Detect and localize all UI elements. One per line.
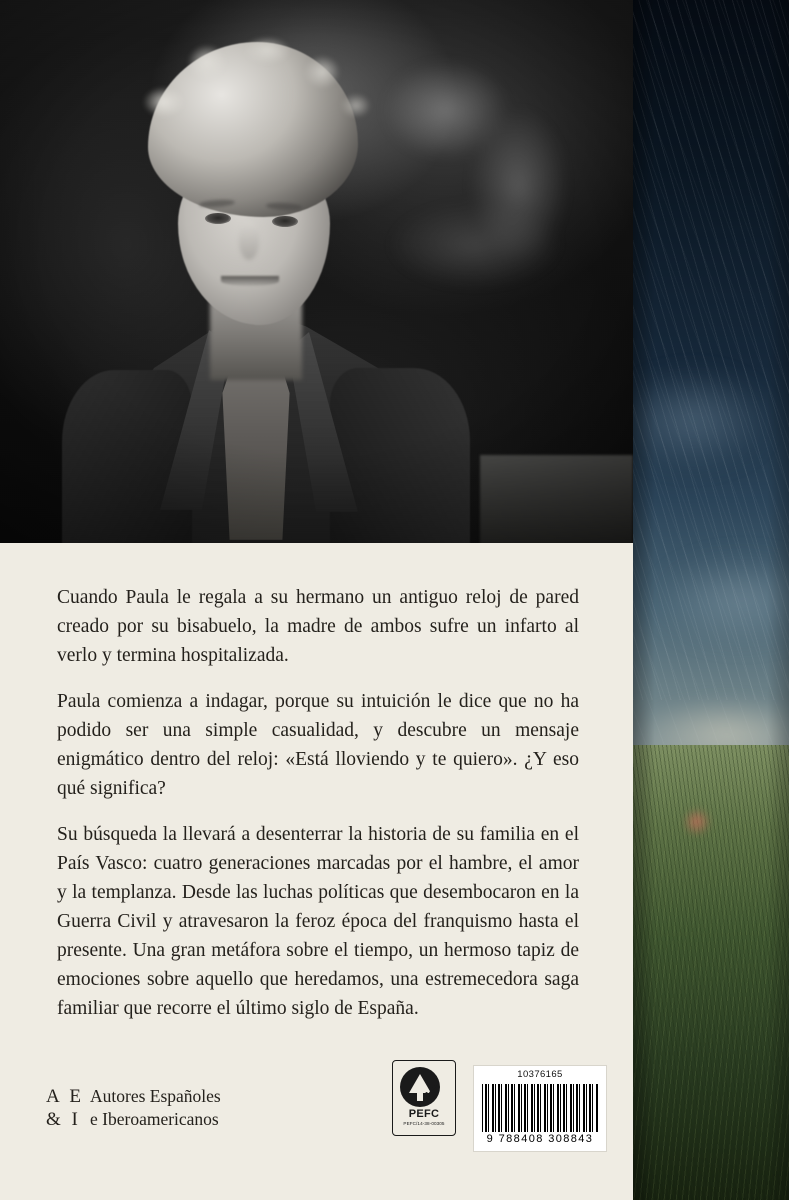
bottom-row (0, 1055, 633, 1185)
barcode-icon (482, 1084, 598, 1132)
blurb-paragraph-1: Cuando Paula le regala a su hermano un antiguo reloj de pared creado por su bisabuelo, la madre de ambos sufre un infarto al verlo y termina hospitalizada. (57, 587, 579, 666)
photo-mouth (221, 276, 279, 286)
pefc-label: PEFC (408, 1108, 440, 1120)
edge-vignette (633, 0, 789, 1200)
author-portrait-photo (0, 0, 633, 543)
photo-nose (239, 222, 259, 260)
barcode-top-number: 10376165 (517, 1069, 563, 1080)
publisher-monogram (46, 1085, 88, 1131)
publisher-name-line-1: Autores Españoles (90, 1086, 221, 1106)
publisher-monogram-line-1: A E (46, 1086, 85, 1107)
barcode-digits: 9 788408 308843 (486, 1133, 594, 1145)
pefc-tree-check-icon: ✓ (400, 1067, 446, 1107)
blurb-paragraph-3: Su búsqueda la llevará a desenterrar la historia de su familia en el País Vasco: cuatro generaciones marcadas por el hambre, el amor y la templanza. Desde las luchas políticas que desembocaron en la Guerra Civil y atravesaron la feroz época del franquismo hasta el presente. Una gran metáfora sobre el tiempo, un hermoso tapiz de emociones sobre aquello que heredamos, una estremecedora saga familiar que recorre el último siglo de España. (57, 824, 579, 1019)
photo-eye-right (272, 216, 298, 227)
front-cover-edge-strip (633, 0, 789, 1200)
blurb-paragraph-2: Paula comienza a indagar, porque su intuición le dice que no ha podido ser una simple casualidad, y descubre un mensaje enigmático dentro del reloj: «Está lloviendo y te quiero». ¿Y eso qué significa? (57, 691, 579, 799)
photo-hair-tufts (135, 36, 375, 156)
barcode (473, 1065, 607, 1152)
publisher-name (90, 1085, 221, 1131)
photo-bench (480, 455, 633, 543)
pefc-logo (392, 1060, 456, 1136)
photo-arm-right (330, 368, 470, 543)
publisher-name-line-2: e Iberoamericanos (90, 1109, 219, 1129)
blurb-text (57, 583, 579, 1040)
pefc-code: PEFC/14-38-00305 (403, 1121, 445, 1126)
publisher-monogram-line-2: & I (46, 1109, 81, 1130)
publisher-logo (46, 1085, 306, 1143)
photo-arm-left (62, 370, 192, 543)
photo-eye-left (205, 213, 231, 224)
